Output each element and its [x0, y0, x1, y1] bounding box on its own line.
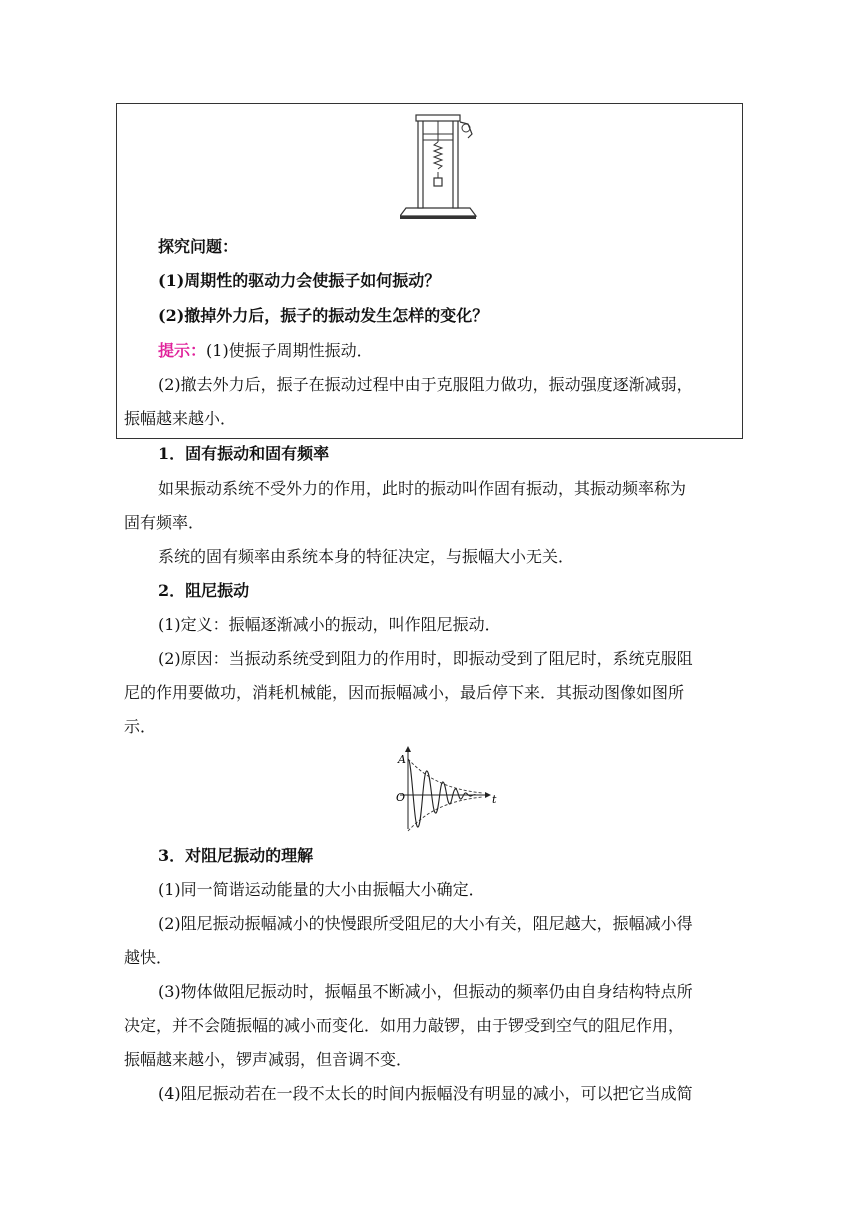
question-2: (2)撤掉外力后，振子的振动发生怎样的变化？	[158, 306, 489, 325]
section1-p2: 系统的固有频率由系统本身的特征决定，与振幅大小无关．	[158, 547, 575, 566]
hint-2-line2: 振幅越来越小．	[124, 409, 237, 428]
section2-heading: 2．阻尼振动	[158, 581, 250, 600]
section3-item3-line3: 振幅越来越小，锣声减弱，但音调不变．	[124, 1050, 413, 1069]
section2-cause-line3: 示．	[124, 717, 157, 736]
section2-cause-line1: (2)原因：当振动系统受到阻力的作用时，即振动受到了阻尼时，系统克服阻	[158, 649, 693, 668]
section3-item3-line2: 决定，并不会随振幅的减小而变化．如用力敲锣，由于锣受到空气的阻尼作用，	[124, 1016, 685, 1035]
x-axis-label: t	[492, 793, 497, 806]
section1-p1-line2: 固有频率．	[124, 513, 205, 532]
y-axis-label: A	[398, 753, 406, 766]
section1-heading: 1．固有振动和固有频率	[158, 444, 330, 463]
section2-cause-line2: 尼的作用要做功，消耗机械能，因而振幅减小，最后停下来．其振动图像如图所	[124, 683, 685, 702]
hint-1-text: (1)使振子周期性振动．	[206, 341, 373, 360]
section1-p1-line1: 如果振动系统不受外力的作用，此时的振动叫作固有振动，其振动频率称为	[158, 479, 687, 498]
hint-1	[158, 340, 373, 362]
damped-oscillation-graph	[390, 743, 505, 833]
section3-item1: (1)同一简谐运动能量的大小由振幅大小确定．	[158, 880, 485, 899]
section2-definition: (1)定义：振幅逐渐减小的振动，叫作阻尼振动．	[158, 615, 501, 634]
section3-item3-line1: (3)物体做阻尼振动时，振幅虽不断减小，但振动的频率仍由自身结构特点所	[158, 982, 693, 1001]
section3-item2-line2: 越快．	[124, 948, 173, 967]
origin-label: O	[396, 791, 406, 804]
section3-item2-line1: (2)阻尼振动振幅减小的快慢跟所受阻尼的大小有关，阻尼越大，振幅减小得	[158, 914, 693, 933]
section3-heading: 3．对阻尼振动的理解	[158, 846, 314, 865]
hint-label: 提示：	[158, 341, 207, 360]
question-heading: 探究问题：	[158, 237, 239, 256]
spring-oscillator-apparatus-image	[400, 112, 480, 220]
question-1: (1)周期性的驱动力会使振子如何振动？	[158, 271, 441, 290]
hint-2-line1: (2)撤去外力后，振子在振动过程中由于克服阻力做功，振动强度逐渐减弱，	[158, 375, 693, 394]
section3-item4-line1: (4)阻尼振动若在一段不太长的时间内振幅没有明显的减小，可以把它当成简	[158, 1084, 693, 1103]
